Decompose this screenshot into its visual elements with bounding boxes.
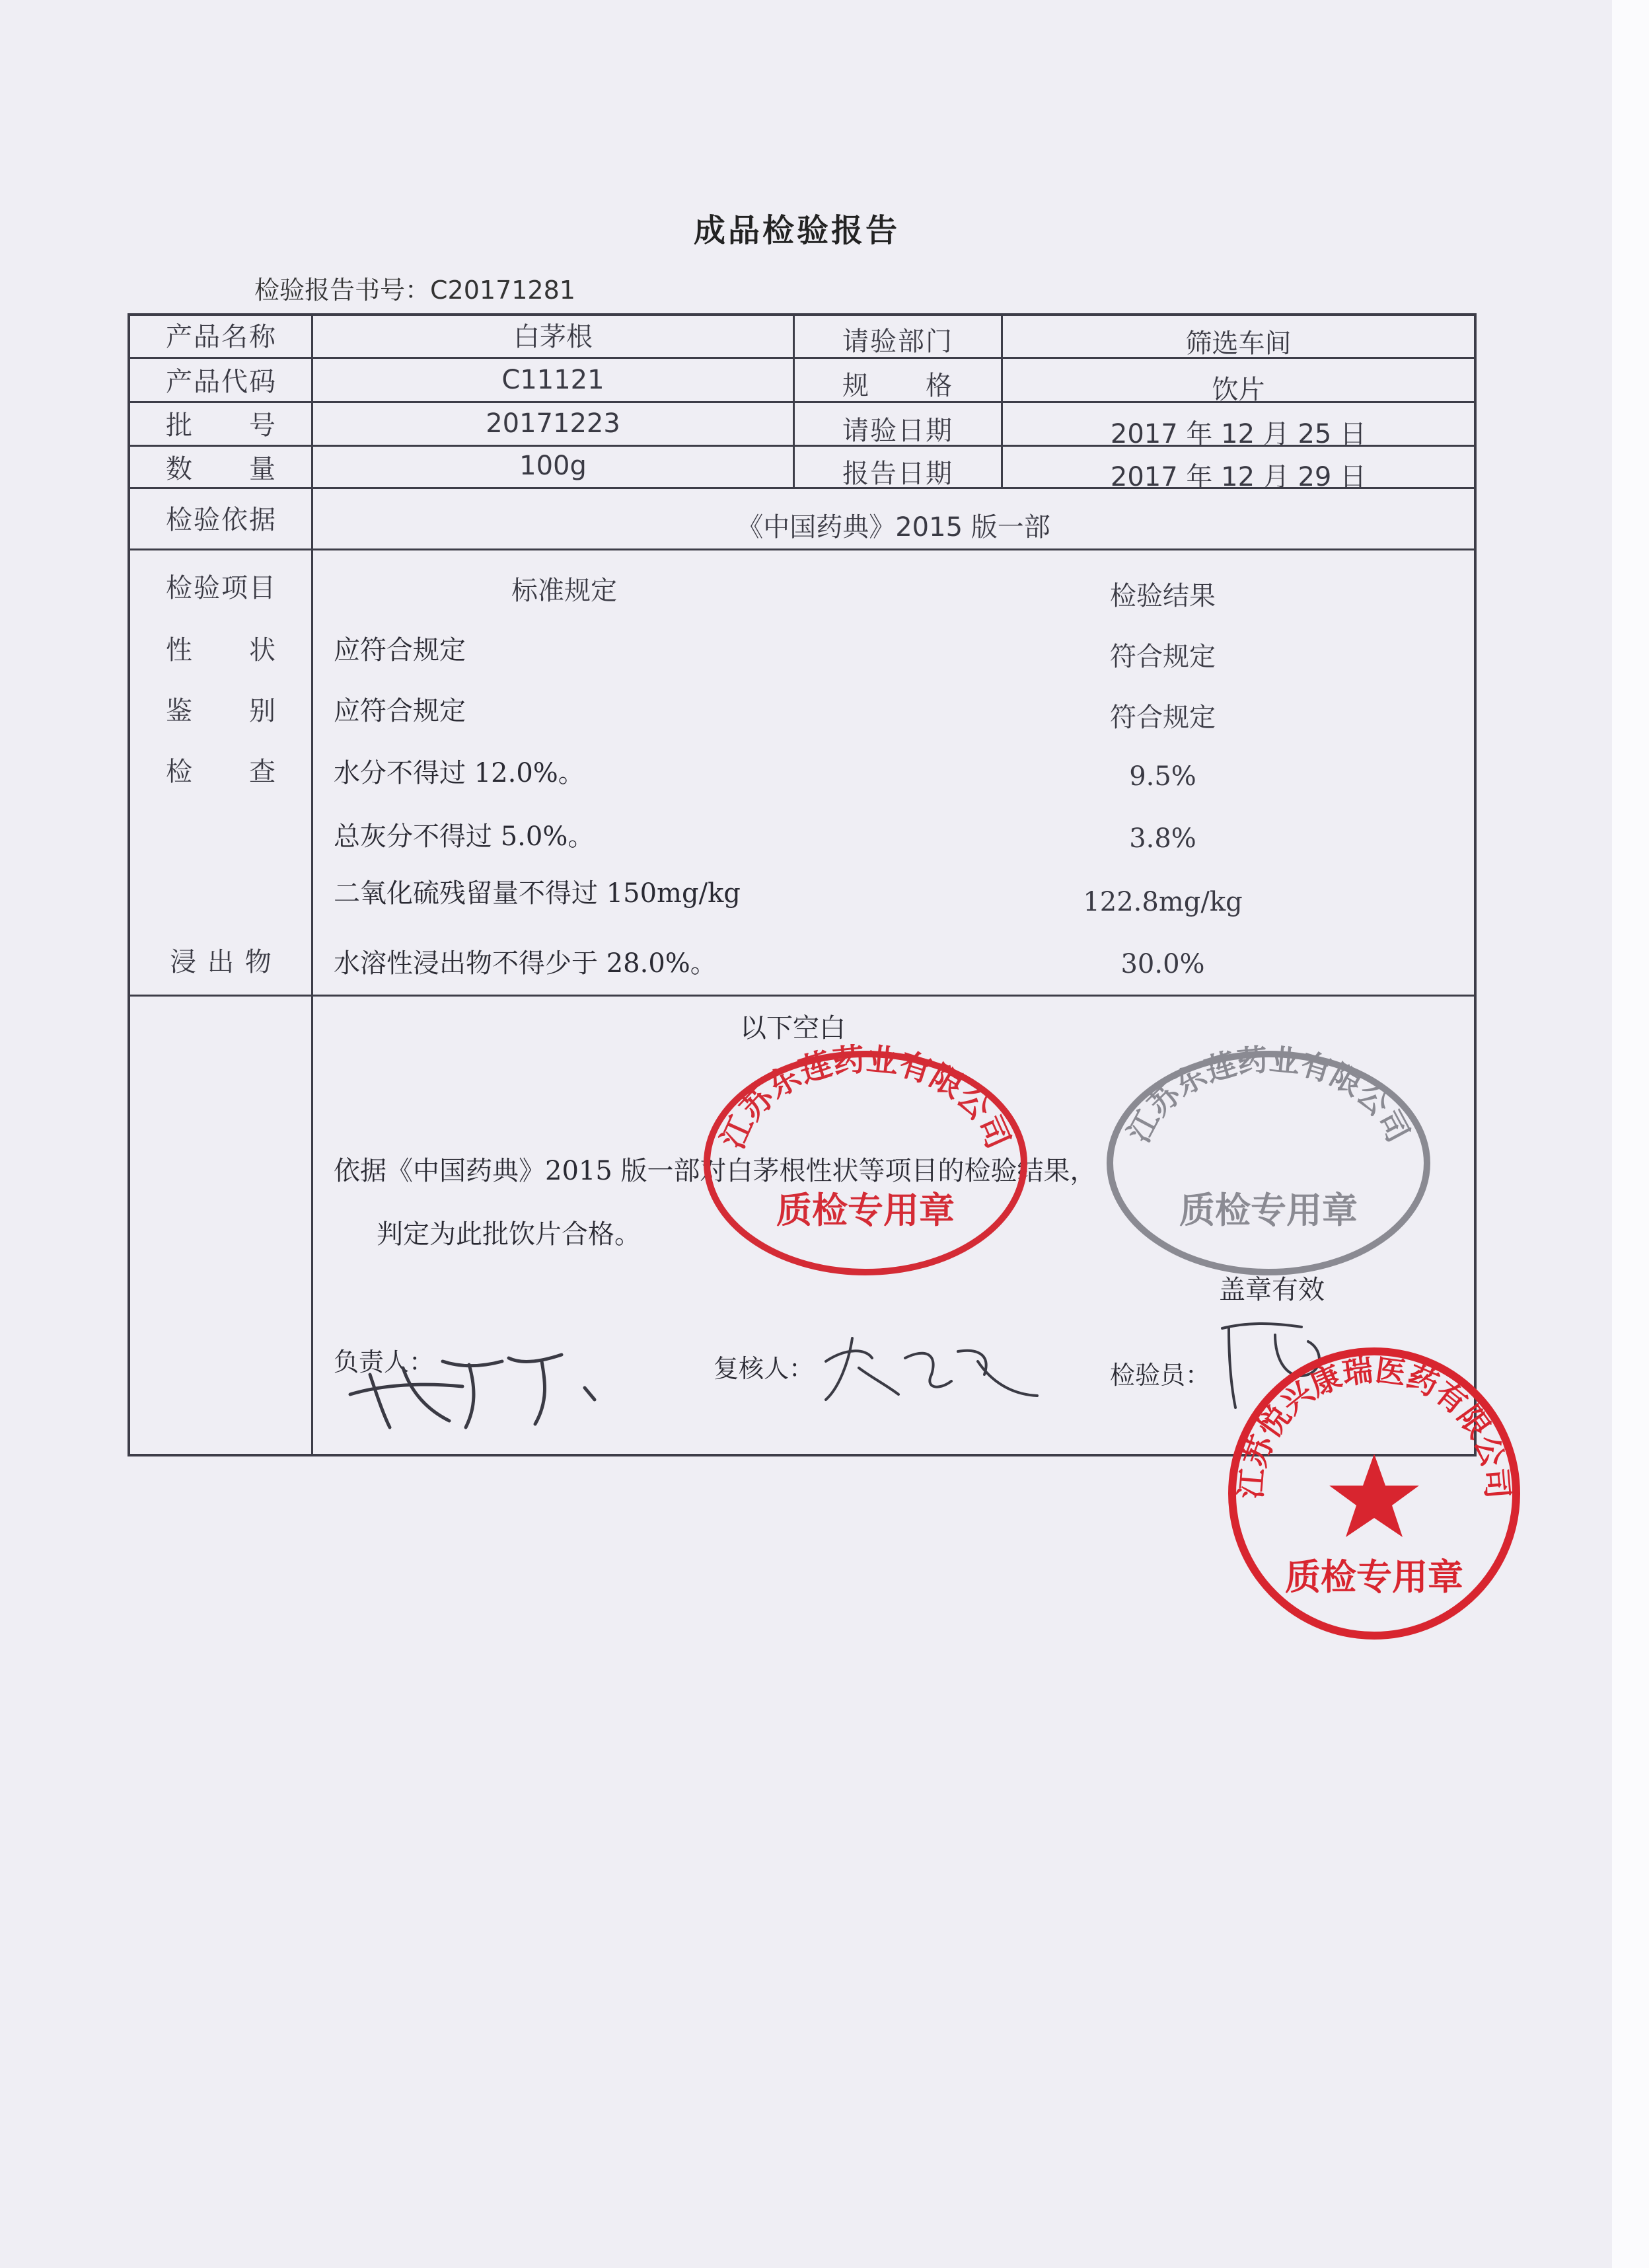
inspector-label: 检验员：: [1110, 1361, 1211, 1390]
reviewer-label: 复核人：: [714, 1354, 815, 1383]
info-label: 请验部门: [842, 326, 953, 357]
items-header-result: 检验结果: [1110, 581, 1216, 611]
pharma-qc-stamp-red: [1216, 1335, 1533, 1652]
star-icon: [1329, 1454, 1419, 1537]
report-title: 成品检验报告: [694, 212, 900, 249]
stamp-bottom-text: 质检专用章: [1285, 1556, 1463, 1598]
info-label: 规 格: [842, 371, 953, 401]
page-edge: [1612, 0, 1649, 2268]
seal-valid-note: 盖章有效: [1219, 1275, 1325, 1305]
info-value: C11121: [501, 365, 605, 395]
info-value: 筛选车间: [1185, 328, 1292, 359]
item-result: 9.5%: [1129, 761, 1196, 792]
item-name: 检 查: [166, 757, 277, 787]
basis-label: 检验依据: [166, 505, 277, 535]
item-result: 符合规定: [1110, 642, 1216, 672]
info-value: 2017 年 12 月 29 日: [1110, 462, 1367, 492]
responsible-label: 负责人：: [334, 1347, 435, 1377]
stamp-top-text: 江苏悦兴康瑞医药有限公司: [1232, 1351, 1516, 1500]
info-label: 批 号: [166, 410, 277, 441]
report-number-line: [254, 270, 575, 306]
conclusion-line-1: 依据《中国药典》2015 版一部对白茅根性状等项目的检验结果，: [334, 1156, 1097, 1186]
item-standard: 二氧化硫残留量不得过 150mg/kg: [334, 878, 741, 909]
row-line: [128, 995, 1477, 997]
conclusion-line-2: 判定为此批饮片合格。: [377, 1219, 641, 1250]
item-name: 浸 出 物: [170, 947, 273, 977]
company-qc-stamp-red: [694, 1038, 1037, 1282]
stamp-bottom-text: 质检专用章: [776, 1189, 955, 1231]
items-header-standard: 标准规定: [511, 576, 617, 606]
item-standard: 水溶性浸出物不得少于 28.0%。: [334, 948, 717, 979]
stamp-top-text: 江苏东莲药业有限公司: [714, 1041, 1017, 1154]
info-value: 饮片: [1212, 375, 1265, 405]
item-result: 3.8%: [1129, 823, 1196, 854]
report-number-label: 检验报告书号：: [254, 276, 431, 305]
blank-note: 以下空白: [740, 1013, 846, 1043]
responsible-signature: [324, 1322, 628, 1441]
info-label: 产品代码: [166, 367, 277, 397]
svg-text:江苏东莲药业有限公司: [714, 1041, 1017, 1154]
item-result: 30.0%: [1120, 949, 1205, 979]
item-standard: 总灰分不得过 5.0%。: [334, 821, 595, 852]
info-value: 100g: [519, 451, 587, 481]
items-header-item: 检验项目: [166, 573, 277, 603]
info-value: 20171223: [486, 408, 620, 439]
info-label: 数 量: [166, 454, 277, 484]
col-line: [311, 313, 313, 1456]
table-border-right: [1474, 313, 1477, 1456]
item-standard: 应符合规定: [334, 696, 466, 726]
info-value: 2017 年 12 月 25 日: [1110, 419, 1367, 449]
item-standard: 应符合规定: [334, 635, 466, 665]
info-label: 报告日期: [842, 459, 953, 489]
svg-text:江苏东莲药业有限公司: [1120, 1041, 1416, 1148]
info-value: 白茅根: [513, 322, 593, 352]
item-result: 符合规定: [1110, 702, 1216, 733]
basis-value: 《中国药典》2015 版一部: [737, 512, 1050, 543]
info-label: 请验日期: [842, 416, 953, 446]
stamp-bottom-text: 质检专用章: [1179, 1189, 1358, 1231]
item-result: 122.8mg/kg: [1083, 887, 1243, 917]
row-line: [128, 548, 1477, 550]
table-border-left: [128, 313, 130, 1456]
item-standard: 水分不得过 12.0%。: [334, 758, 585, 788]
reviewer-signature: [813, 1322, 1050, 1408]
company-qc-stamp-gray: [1097, 1038, 1440, 1282]
report-number: C20171281: [430, 276, 575, 305]
stamp-top-text: 江苏东莲药业有限公司: [1120, 1041, 1416, 1149]
item-name: 鉴 别: [166, 696, 277, 726]
info-label: 产品名称: [166, 322, 277, 352]
item-name: 性 状: [166, 635, 277, 665]
